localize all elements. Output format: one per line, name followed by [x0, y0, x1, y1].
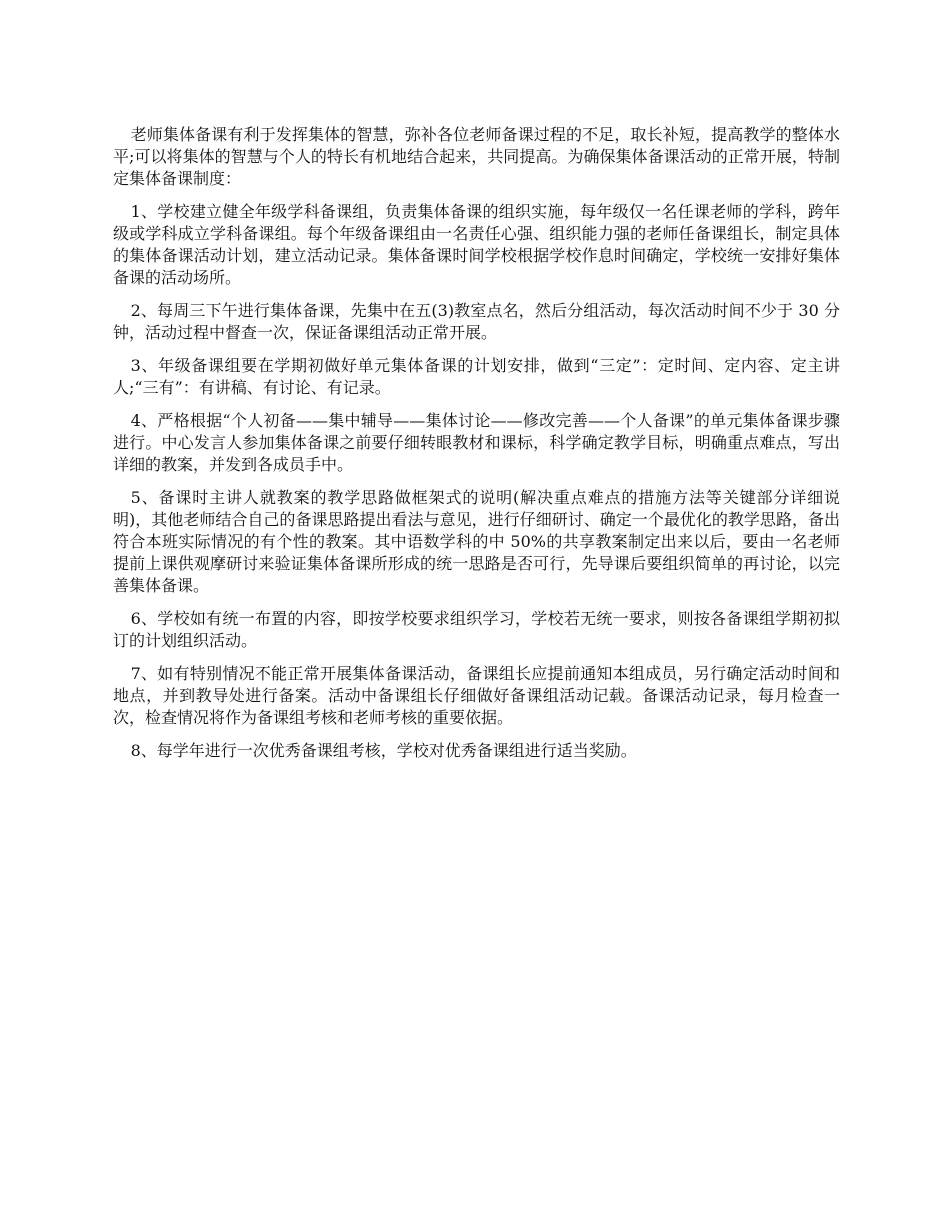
- rule-paragraph-5: 5、备课时主讲人就教案的教学思路做框架式的说明(解决重点难点的措施方法等关键部分详细说明)，其他老师结合自己的备课思路提出看法与意见，进行仔细研讨、确定一个最优化的教学思路，备出符合本班实际情况的有个性的教案。其中语数学科的中 50%的共享教案制定出来以后，要由一名老师提前上课供观摩研讨来验证集体备课所形成的统一思路是否可行，先导课后要组织简单的再讨论，以完善集体备课。: [113, 488, 840, 595]
- rule-paragraph-6: 6、学校如有统一布置的内容，即按学校要求组织学习，学校若无统一要求，则按各备课组学期初拟订的计划组织活动。: [113, 609, 840, 650]
- rule-paragraph-8: 8、每学年进行一次优秀备课组考核，学校对优秀备课组进行适当奖励。: [130, 741, 637, 760]
- document-body: [113, 124, 840, 773]
- rule-paragraph-2: 2、每周三下午进行集体备课，先集中在五(3)教室点名，然后分组活动，每次活动时间不少于 30 分钟，活动过程中督查一次，保证备课组活动正常开展。: [113, 301, 840, 342]
- rule-paragraph-7: 7、如有特别情况不能正常开展集体备课活动，备课组长应提前通知本组成员，另行确定活动时间和地点，并到教导处进行备案。活动中备课组长仔细做好备课组活动记载。备课活动记录，每月检查一次，检查情况将作为备课组考核和老师考核的重要依据。: [113, 664, 840, 727]
- rule-paragraph-1: 1、学校建立健全年级学科备课组，负责集体备课的组织实施，每年级仅一名任课老师的学科，跨年级或学科成立学科备课组。每个年级备课组由一名责任心强、组织能力强的老师任备课组长，制定具体的集体备课活动计划，建立活动记录。集体备课时间学校根据学校作息时间确定，学校统一安排好集体备课的活动场所。: [113, 202, 840, 287]
- intro-paragraph: 老师集体备课有利于发挥集体的智慧，弥补各位老师备课过程的不足，取长补短，提高教学的整体水平;可以将集体的智慧与个人的特长有机地结合起来，共同提高。为确保集体备课活动的正常开展，特制定集体备课制度：: [113, 125, 840, 188]
- rule-paragraph-4: 4、严格根据“个人初备——集中辅导——集体讨论——修改完善——个人备课”的单元集体备课步骤进行。中心发言人参加集体备课之前要仔细转眼教材和课标，科学确定教学目标，明确重点难点，写出详细的教案，并发到各成员手中。: [113, 411, 840, 474]
- rule-paragraph-3: 3、年级备课组要在学期初做好单元集体备课的计划安排，做到“三定”：定时间、定内容、定主讲人;“三有”：有讲稿、有讨论、有记录。: [113, 356, 840, 397]
